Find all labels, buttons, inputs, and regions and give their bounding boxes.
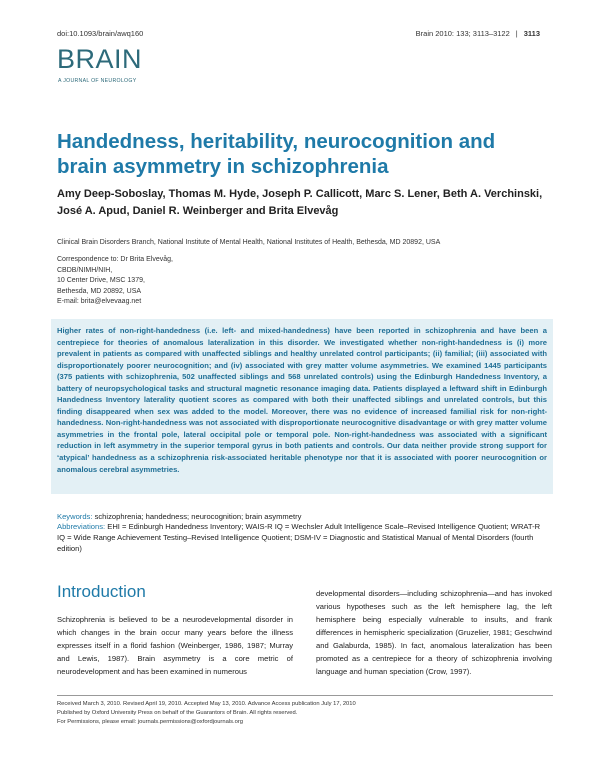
author-list: Amy Deep-Soboslay, Thomas M. Hyde, Joseph P. Callicott, Marc S. Lener, Beth A. Verchinski, José A. Apud, Daniel R. Weinberger and Brita Elvevåg: [57, 188, 543, 217]
correspondence-line: Correspondence to: Dr Brita Elvevåg,: [57, 256, 173, 263]
abstract-text: Higher rates of non-right-handedness (i.e. left- and mixed-handedness) have been reported in schizophrenia and have been a centrepiece for theories of anomalous lateralization in this disorder. We investigated whether non-right-handedness is (i) more prevalent in patients as compared with unaffected siblings and healthy unrelated control participants; (ii) familial; (iii) associated with disproportionately poorer neurocognition; and (iv) associated with grey matter volume asymmetries. We examined 1445 participants (375 patients with schizophrenia, 502 unaffected siblings and 568 unrelated controls) using the Edinburgh Handedness Inventory, a battery of neuropsychological tasks and structural magnetic resonance imaging data. Patients displayed a leftward shift in Edinburgh Handedness Inventory laterality quotient scores as compared with both their unaffected siblings and unrelated controls, but this finding disappeared when sex was added to the model. Moreover, there was no evidence of increased familial risk for non-right-handedness. Non-right-handedness was not associated with disproportionate neurocognitive disadvantage or with grey matter volume asymmetries in the frontal pole, lateral occipital pole or temporal pole. Non-right-handedness was associated with a significant reduction in left asymmetry in the superior temporal gyrus in both patients and controls. Our data neither provide strong support for ‘atypical’ handedness as a schizophrenia risk-associated heritable phenotype nor that it is associated with poorer neurocognition or anomalous cerebral asymmetries.: [57, 326, 547, 474]
correspondence-line: Bethesda, MD 20892, USA: [57, 287, 142, 295]
body-column-right: developmental disorders—including schizophrenia—and has invoked various hypotheses such as the left hemisphere lag, the left hemisphere being especially vulnerable to insults, and frank differences in hemispheric specialization (Gruzelier, 1981; Geschwind and Galaburda, 1985). In fact, anomalous lateralization has been promoted as a centrepiece for a theory of schizophrenia involving language and human speciation (Crow, 1997).: [316, 589, 552, 676]
correspondence-line: 10 Center Drive, MSC 1379,: [57, 277, 145, 284]
body-column-left: Schizophrenia is believed to be a neurodevelopmental disorder in which changes in the brain occur many years before the illness expresses itself in a florid fashion (Weinberger, 1986, 1987; Murray and Lewis, 1987). Brain asymmetry is a core metric of neurodevelopment and has been examined in numerous: [57, 615, 293, 676]
correspondence: [57, 255, 307, 308]
abbreviations-text: EHI = Edinburgh Handedness Inventory; WAIS-R IQ = Wechsler Adult Intelligence Scale–Revised Intelligence Quotient; WRAT-R IQ = Wide Range Achievement Testing–Revised Intelligence Quotient; DSM-IV = Diagnostic and Statistical Manual of Mental Disorders (fourth edition): [57, 522, 541, 554]
citation-header: Brain 2010: 133; 3113–3122 | 3113: [415, 29, 540, 38]
correspondence-line: CBDB/NIMH/NIH,: [57, 266, 113, 274]
abbreviations: [57, 521, 547, 555]
footer-line: For Permissions, please email: journals.permissions@oxfordjournals.org: [57, 718, 243, 725]
keywords-text: schizophrenia; handedness; neurocognition; brain asymmetry: [94, 512, 302, 521]
article-title: Handedness, heritability, neurocognition and brain asymmetry in schizophrenia: [57, 130, 496, 178]
footer-line: Published by Oxford University Press on behalf of the Guarantors of Brain. All rights reserved.: [57, 709, 298, 716]
keywords-label: Keywords:: [57, 512, 93, 521]
journal-logo: BRAIN: [57, 44, 143, 74]
page-number: 3113: [523, 29, 540, 38]
abbreviations-label: Abbreviations:: [57, 522, 106, 531]
journal-citation: Brain 2010: 133; 3113–3122: [415, 29, 510, 38]
abstract-box: [51, 319, 553, 494]
section-heading-introduction: Introduction: [57, 582, 146, 601]
footer-line: Received March 3, 2010. Revised April 19, 2010. Accepted May 13, 2010. Advance Access publication July 17, 2010: [57, 701, 356, 707]
footer-divider: [57, 695, 553, 696]
doi: doi:10.1093/brain/awq160: [57, 29, 144, 38]
affiliation: Clinical Brain Disorders Branch, National Institute of Mental Health, National Institutes of Health, Bethesda, MD 20892, USA: [57, 239, 441, 246]
correspondence-email: E-mail: brita@elvevaag.net: [57, 298, 142, 305]
footer-notes: [57, 700, 553, 726]
journal-subtitle: A JOURNAL OF NEUROLOGY: [58, 78, 137, 84]
